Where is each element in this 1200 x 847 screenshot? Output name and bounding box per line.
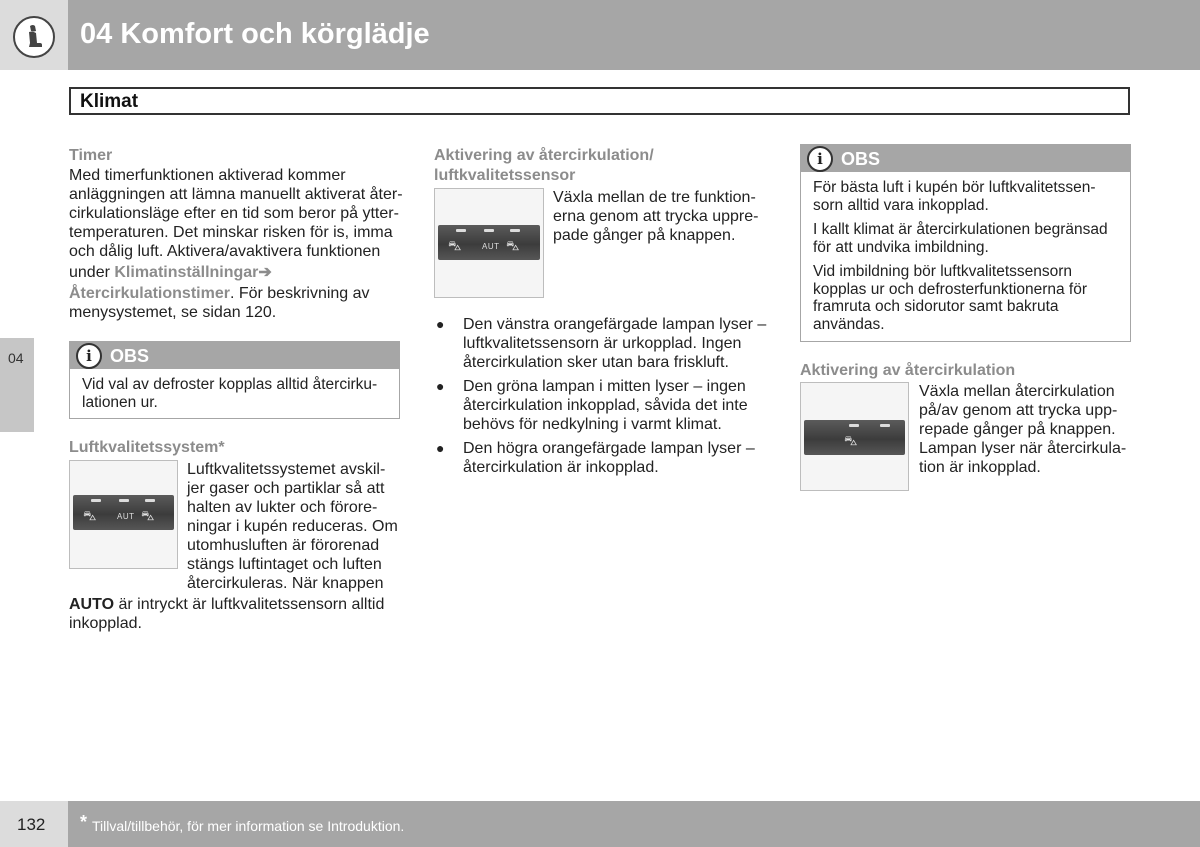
recirculation-car-icon: ⛍ bbox=[83, 508, 97, 523]
timer-line: temperaturen. Det minskar risken för is, imma bbox=[69, 224, 393, 241]
auto-label: AUT bbox=[117, 512, 135, 521]
timer-line: och dålig luft. Aktivera/avaktivera funktionen bbox=[69, 243, 381, 260]
bullet-line: återcirkulation inkopplad, såvida det inte bbox=[463, 397, 748, 414]
recirc-side-text bbox=[919, 382, 1126, 477]
timer-line: menysystemet, se sidan 120. bbox=[69, 304, 277, 321]
obs-line: framruta och sidorutor samt bakruta bbox=[813, 298, 1059, 315]
side-line: Lampan lyser när återcirkula- bbox=[919, 440, 1127, 457]
lamp-middle bbox=[484, 229, 494, 232]
bullet-dot: ● bbox=[436, 316, 445, 332]
timer-paragraph bbox=[69, 166, 403, 322]
lamp-left bbox=[91, 499, 101, 502]
seat-icon bbox=[13, 16, 55, 58]
recirc-sensor-heading bbox=[434, 146, 654, 185]
air-quality-side-text bbox=[187, 460, 398, 593]
air-line: Luftkvalitetssystemet avskil- bbox=[187, 461, 386, 478]
footnote-text: Tillval/tillbehör, för mer information se Introduktion. bbox=[92, 818, 405, 834]
section-title-box bbox=[69, 87, 1130, 115]
info-icon: i bbox=[76, 343, 102, 369]
timer-after: . För beskrivning av bbox=[229, 285, 370, 302]
lamp-middle bbox=[119, 499, 129, 502]
page-number: 132 bbox=[17, 815, 46, 834]
bullet-item bbox=[463, 439, 755, 477]
menu-path-climate: Klimatinställningar bbox=[114, 264, 259, 281]
obs-note-2 bbox=[800, 144, 1131, 342]
recirculation-car-icon: ⛍ bbox=[844, 433, 858, 448]
heading-line: Aktivering av återcirkulation/ bbox=[434, 147, 654, 164]
heading-line: luftkvalitetssensor bbox=[434, 167, 576, 184]
control-panel-image bbox=[69, 460, 178, 569]
obs-line: För bästa luft i kupén bör luftkvalitetssen- bbox=[813, 179, 1096, 196]
side-line: repade gånger på knappen. bbox=[919, 421, 1116, 438]
auto-label: AUT bbox=[482, 242, 500, 251]
timer-line: anläggningen att lämna manuellt aktiverat åter- bbox=[69, 186, 403, 203]
lamp-left bbox=[456, 229, 466, 232]
recirc-sensor-side-text bbox=[553, 188, 758, 245]
lamp-right bbox=[880, 424, 890, 427]
control-panel bbox=[438, 225, 540, 260]
side-line: erna genom att trycka uppre- bbox=[553, 208, 759, 225]
bullet-line: återcirkulation är inkopplad. bbox=[463, 459, 659, 476]
bullet-item bbox=[463, 315, 766, 372]
air-quality-bottom-text bbox=[69, 595, 384, 633]
air-line: stängs luftintaget och luften bbox=[187, 556, 382, 573]
control-panel-image bbox=[800, 382, 909, 491]
obs-line: Vid val av defroster kopplas alltid återcirku- bbox=[82, 376, 378, 393]
bullet-line: luftkvalitetssensorn är urkopplad. Ingen bbox=[463, 335, 742, 352]
obs-line: användas. bbox=[813, 315, 885, 333]
timer-line: cirkulationsläge efter en tid som beror på ytter- bbox=[69, 205, 399, 222]
obs-note-1 bbox=[69, 341, 400, 419]
air-line: halten av lukter och förore- bbox=[187, 499, 378, 516]
control-panel-image bbox=[434, 188, 544, 298]
bullet-line: Den vänstra orangefärgade lampan lyser – bbox=[463, 316, 767, 333]
side-line: på/av genom att trycka upp- bbox=[919, 402, 1118, 419]
control-panel bbox=[73, 495, 174, 530]
side-line: tion är inkopplad. bbox=[919, 459, 1041, 476]
side-line: pade gånger på knappen. bbox=[553, 227, 736, 244]
arrow-right-icon: ➔ bbox=[258, 264, 272, 281]
obs-line: Vid imbildning bör luftkvalitetssensorn bbox=[813, 263, 1073, 280]
bullet-dot: ● bbox=[436, 440, 445, 456]
bullet-line: återcirkulation sker utan bara friskluft. bbox=[463, 354, 729, 371]
recirc-heading: Aktivering av återcirkulation bbox=[800, 362, 1016, 379]
obs-line: kopplas ur och defrosterfunktionerna för bbox=[813, 280, 1087, 298]
bullet-line: Den högra orangefärgade lampan lyser – bbox=[463, 440, 755, 457]
obs-line: I kallt klimat är återcirkulationen begränsad bbox=[813, 221, 1108, 238]
lamp-right bbox=[145, 499, 155, 502]
recirculation-car-icon: ⛍ bbox=[141, 508, 155, 523]
section-title: Klimat bbox=[80, 91, 139, 112]
obs-line: lationen ur. bbox=[82, 393, 158, 411]
bullet-dot: ● bbox=[436, 378, 445, 394]
page-title: 04 Komfort och körglädje bbox=[80, 18, 430, 50]
air-line: jer gaser och partiklar så att bbox=[187, 480, 385, 497]
recirculation-car-icon: ⛍ bbox=[506, 238, 520, 253]
air-quality-heading: Luftkvalitetssystem* bbox=[69, 439, 225, 456]
obs-label: OBS bbox=[110, 346, 150, 366]
air-line: inkopplad. bbox=[69, 615, 142, 632]
bullet-line: Den gröna lampan i mitten lyser – ingen bbox=[463, 378, 746, 395]
auto-keyword: AUTO bbox=[69, 596, 115, 613]
chapter-tab-label: 04 bbox=[8, 350, 24, 366]
footnote-star: * bbox=[80, 812, 88, 832]
info-icon: i bbox=[807, 146, 833, 172]
air-after: är intryckt är luftkvalitetssensorn alltid bbox=[114, 596, 385, 613]
timer-line: Med timerfunktionen aktiverad kommer bbox=[69, 167, 346, 184]
recirculation-car-icon: ⛍ bbox=[448, 238, 462, 253]
lamp-right bbox=[510, 229, 520, 232]
obs-line: sorn alltid vara inkopplad. bbox=[813, 196, 989, 214]
timer-heading: Timer bbox=[69, 147, 113, 164]
timer-under: under bbox=[69, 264, 115, 281]
air-line: utomhusluften är förorenad bbox=[187, 537, 380, 554]
menu-path-recirc-timer: Återcirkulationstimer bbox=[69, 285, 230, 302]
air-line: återcirkuleras. När knappen bbox=[187, 575, 384, 592]
obs-line: för att undvika imbildning. bbox=[813, 238, 989, 256]
side-line: Växla mellan de tre funktion- bbox=[553, 189, 756, 206]
bullet-item bbox=[463, 377, 748, 434]
air-line: ningar i kupén reduceras. Om bbox=[187, 518, 398, 535]
control-panel bbox=[804, 420, 905, 455]
bullet-line: behövs för nedkylning i varmt klimat. bbox=[463, 416, 722, 433]
lamp-middle bbox=[849, 424, 859, 427]
side-line: Växla mellan återcirkulation bbox=[919, 383, 1115, 400]
obs-label: OBS bbox=[841, 149, 881, 169]
